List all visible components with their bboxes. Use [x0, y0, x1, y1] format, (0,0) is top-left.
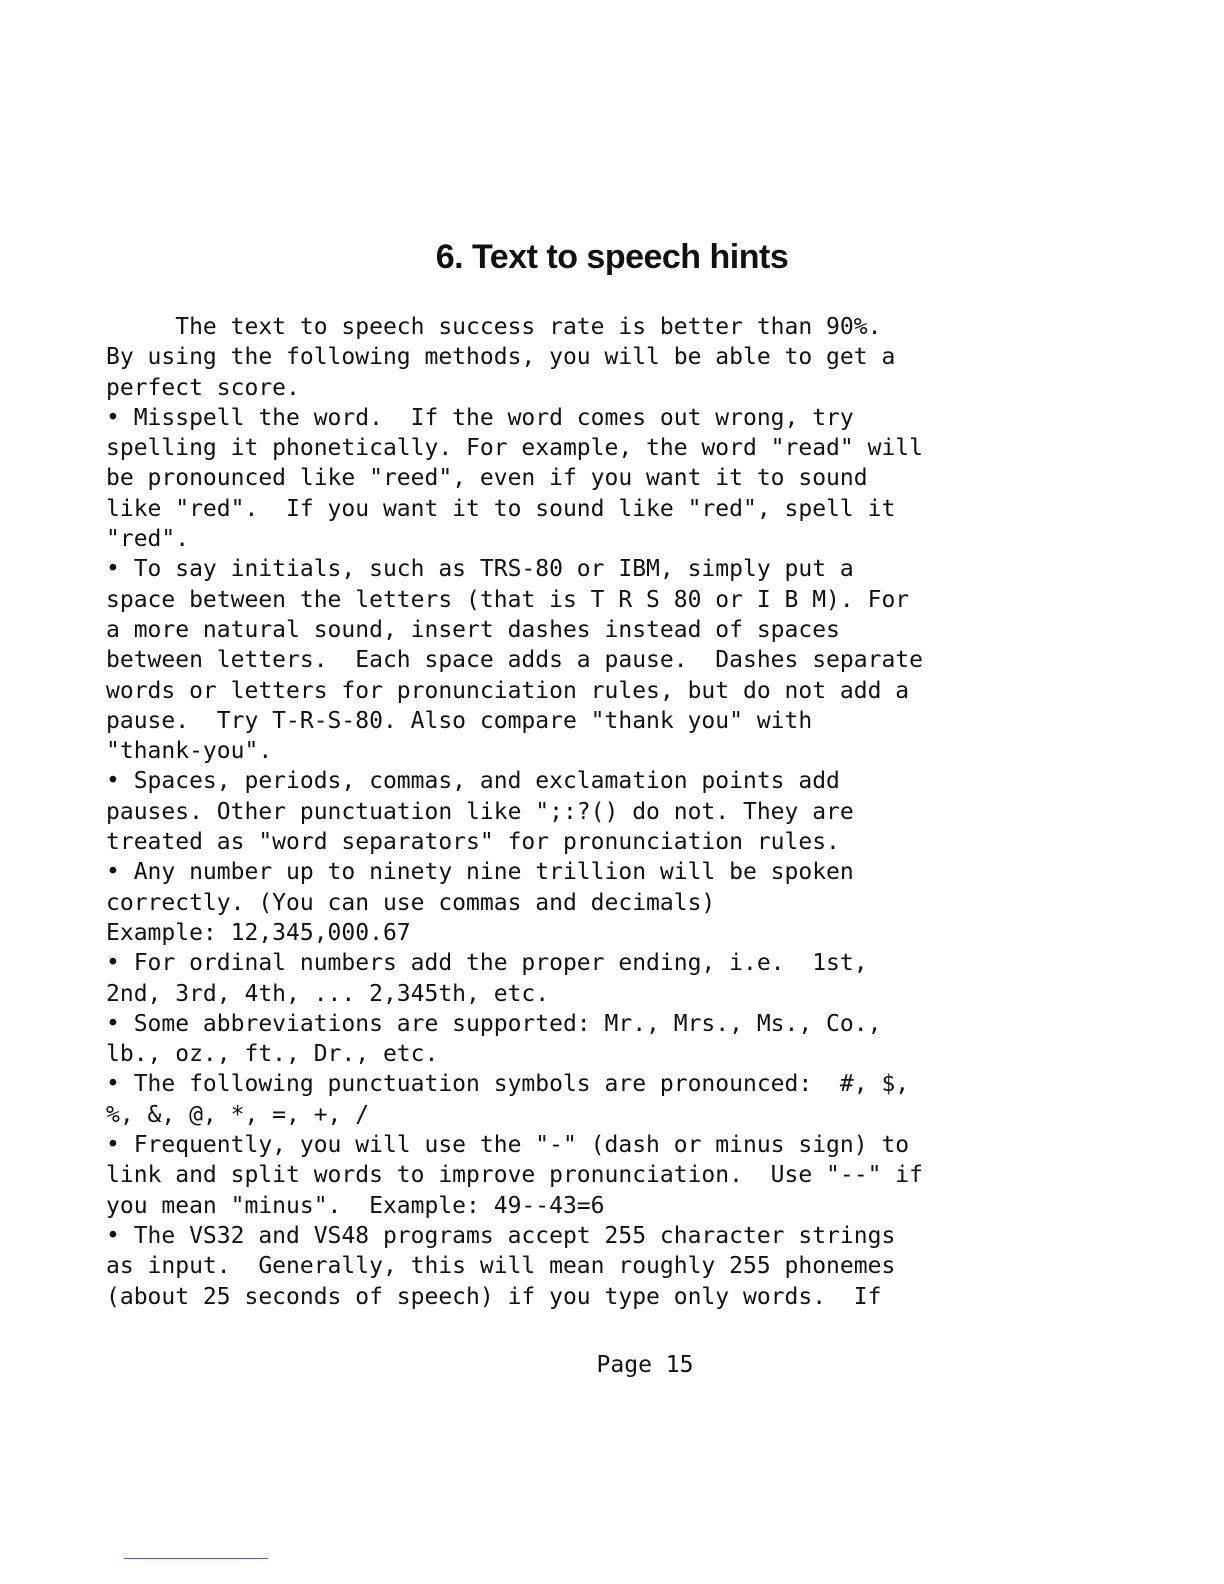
body-text: [106, 312, 923, 1312]
text-line: space between the letters (that is T R S 80 or I B M). For: [106, 586, 910, 613]
text-line: • Any number up to ninety nine trillion will be spoken: [106, 859, 854, 886]
text-line: • Spaces, periods, commas, and exclamation points add: [106, 768, 840, 795]
text-line: correctly. (You can use commas and decimals): [106, 889, 716, 916]
text-line: "thank-you".: [106, 738, 273, 765]
text-line: a more natural sound, insert dashes instead of spaces: [106, 616, 840, 643]
text-line: words or letters for pronunciation rules, but do not add a: [106, 677, 910, 704]
text-line: perfect score.: [106, 374, 300, 401]
text-line: The text to speech success rate is better than 90%.: [106, 314, 882, 340]
text-line: • For ordinal numbers add the proper ending, i.e. 1st,: [106, 950, 868, 977]
text-line: • To say initials, such as TRS-80 or IBM, simply put a: [106, 556, 854, 583]
text-line: %, &, @, *, =, +, /: [106, 1101, 370, 1128]
text-line: as input. Generally, this will mean roughly 255 phonemes: [106, 1253, 896, 1280]
text-line: (about 25 seconds of speech) if you type only words. If: [106, 1283, 882, 1310]
text-line: • Misspell the word. If the word comes out wrong, try: [106, 404, 854, 431]
text-line: between letters. Each space adds a pause. Dashes separate: [106, 647, 923, 674]
text-line: • Some abbreviations are supported: Mr., Mrs., Ms., Co.,: [106, 1010, 882, 1037]
text-line: like "red". If you want it to sound like "red", spell it: [106, 495, 896, 522]
text-line: • Frequently, you will use the "-" (dash or minus sign) to: [106, 1132, 910, 1159]
text-line: pauses. Other punctuation like ";:?() do not. They are: [106, 798, 854, 825]
text-line: link and split words to improve pronunciation. Use "--" if: [106, 1162, 923, 1189]
text-line: treated as "word separators" for pronunciation rules.: [106, 829, 840, 856]
page-number: Page 15: [596, 1352, 694, 1378]
text-line: "red".: [106, 526, 190, 553]
page-title: 6. Text to speech hints: [435, 238, 789, 276]
footnote-divider: [124, 1558, 268, 1559]
text-line: • The following punctuation symbols are pronounced: #, $,: [106, 1071, 910, 1098]
text-line: • The VS32 and VS48 programs accept 255 character strings: [106, 1222, 896, 1249]
text-line: pause. Try T-R-S-80. Also compare "thank you" with: [106, 707, 813, 734]
text-line: you mean "minus". Example: 49--43=6: [106, 1192, 605, 1219]
text-line: spelling it phonetically. For example, the word "read" will: [106, 435, 923, 462]
text-line: By using the following methods, you will be able to get a: [106, 344, 896, 371]
text-line: 2nd, 3rd, 4th, ... 2,345th, etc.: [106, 980, 550, 1007]
text-line: Example: 12,345,000.67: [106, 919, 411, 946]
text-line: be pronounced like "reed", even if you want it to sound: [106, 465, 868, 492]
text-line: lb., oz., ft., Dr., etc.: [106, 1041, 439, 1068]
